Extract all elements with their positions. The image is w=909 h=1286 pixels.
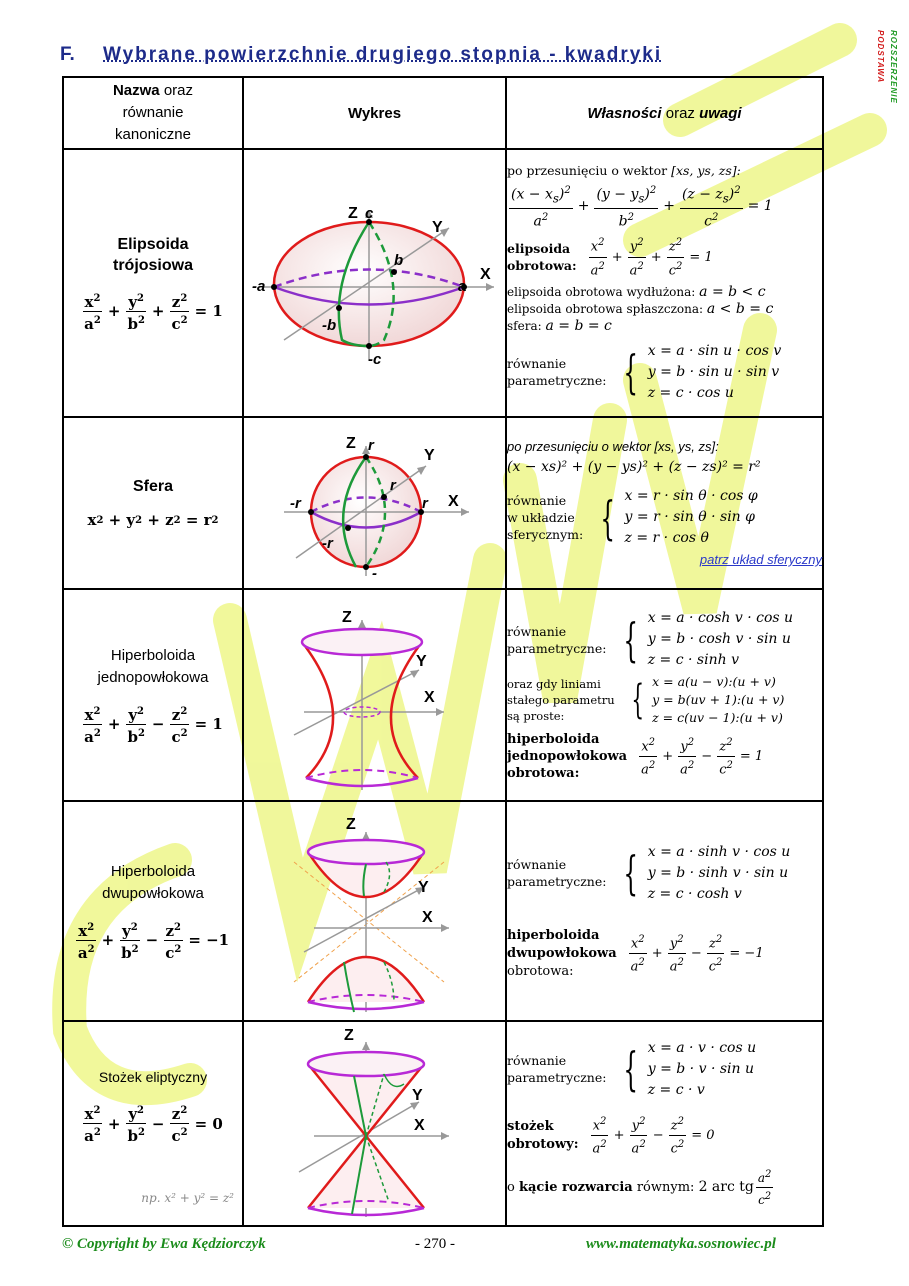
section-letter: F. [60,44,75,65]
cone-props: równanie parametryczne: { x = a · v · cos u y = b · v · sin u z = c · v stożek obrotowy: $\frac{x^2}{a^2}$ + $\frac{y^2}{a^2}$ − $\frac{z^2}{c^2}$ = 0 o kącie rozwarcia równym: 2 arc tg $\frac{a^2}{c^2}$ [506,1021,823,1226]
hyp2-axis-y: Y [418,879,429,896]
row-cone [63,1021,823,1226]
quadrics-table [62,76,824,1227]
sphere-equation: x 2 + y 2 + z 2 = r 2 [87,511,219,529]
ellipsoid-label-b: b [394,252,404,269]
ellipsoid-name: Elipsoida trójosiowa $\frac{x^2}{a^2}$ + $\frac{y^2}{b^2}$ + $\frac{z^2}{c^2}$ = 1 [63,149,243,417]
cone-example: np. x² + y² = z² [141,1191,234,1205]
side-tag-extended: ROZSZERZENIE [889,30,898,104]
sphere-name: Sfera x 2 + y 2 + z 2 = r 2 [63,417,243,589]
cone-axis-y: Y [412,1087,423,1104]
row-ellipsoid [63,149,823,417]
side-tag-basic: PODSTAWA [876,30,885,84]
cone-graph [243,1021,506,1226]
ellipsoid-graph [243,149,506,417]
ellipsoid-label-c: c [365,205,374,222]
hyp1-axis-z: Z [342,609,352,626]
footer-site-link[interactable]: www.matematyka.sosnowiec.pl [586,1236,776,1252]
cone-axis-z: Z [344,1027,354,1044]
ellipsoid-label-a: a [458,278,467,295]
ellipsoid-equation: $\frac{x^2}{a^2}$ + $\frac{y^2}{b^2}$ + $\frac{z^2}{c^2}$ = 1 [80,290,226,333]
hyperboloid-one-props: równanie parametryczne: { x = a · cosh v · cos u y = b · cosh v · sin u z = c · sinh v oraz gdy liniami stałego parametru są proste: { x = a(u − v):(u + v) y = b(uv + 1):(u + v) z = c(uv − 1):(u + v) hiperboloida jednopowłokowa obrotowa: $\frac{x^2}{a^2}$ + $\frac{y^2}{a^2}$ − $\frac{z^2}{c^2}$ = 1 [506,589,823,801]
row-hyperboloid-two [63,801,823,1021]
hyperboloid-two-equation: $\frac{x^2}{a^2}$ + $\frac{y^2}{b^2}$ − $\frac{z^2}{c^2}$ = −1 [74,919,232,962]
sphere-label-r-top: r [368,437,374,454]
row-hyperboloid-one [63,589,823,801]
ellipsoid-axis-y: Y [432,219,443,236]
footer-copyright: © Copyright by Ewa Kędziorczyk [62,1236,266,1252]
ellipsoid-label-neg-c: -c [368,351,382,368]
sphere-label-neg: - [372,565,377,582]
ellipsoid-props: po przesunięciu o wektor [xs, ys, zs]: $\frac{(x - x_s)^2}{a^2}$ + $\frac{(y - y_s)^2}{b^2}$ + $\frac{(z - z_s)^2}{c^2}$ = 1 elipsoida obrotowa: $\frac{x^2}{a^2}$ + $\frac{y^2}{a^2}$ + $\frac{z^2}{c^2}$ = 1 elipsoida obrotowa wydłużona: a = b < c elipsoida obrotowa spłaszczona: a < b = c sfera: a = b = c równanie parametryczne: { x = a · sin u · cos v y = b · sin u · sin v z = c · cos u [506,149,823,417]
hyperboloid-one-equation: $\frac{x^2}{a^2}$ + $\frac{y^2}{b^2}$ − $\frac{z^2}{c^2}$ = 1 [80,703,226,746]
ellipsoid-axis-z: Z [348,205,358,222]
sphere-axis-x: X [448,493,459,510]
sphere-label-r-mid: r [390,477,396,494]
hyp2-axis-z: Z [346,816,356,833]
section-title: Wybrane powierzchnie drugiego stopnia - kwadryki [103,44,663,65]
hyperboloid-one-name: Hiperboloida jednopowłokowa $\frac{x^2}{a^2}$ + $\frac{y^2}{b^2}$ − $\frac{z^2}{c^2}$ = 1 [63,589,243,801]
sphere-label-r-right: r [422,495,428,512]
sphere-props: po przesunięciu o wektor [xs, ys, zs]: (x − xs)² + (y − ys)² + (z − zs)² = r² równanie w układzie sferycznym: { x = r · sin θ · cos φ y = r · sin θ · sin φ z = r · cos θ patrz układ sferyczny [506,417,823,589]
ellipsoid-label-neg-a: -a [252,278,266,295]
ellipsoid-label-neg-b: -b [322,317,337,334]
sphere-label-neg-r: -r [322,535,333,552]
sphere-label-neg-r-left: -r [290,495,301,512]
hyperboloid-two-graph [243,801,506,1021]
ellipsoid-axis-x: X [480,266,491,283]
hyperboloid-one-graph [243,589,506,801]
header-graph: Wykres [243,77,506,149]
header-props: Własności oraz uwagi [506,77,823,149]
hyp1-axis-x: X [424,689,435,706]
hyperboloid-two-props: równanie parametryczne: { x = a · sinh v · cos u y = b · sinh v · sin u z = c · cosh v hiperboloida dwupowłokowa obrotowa: $\frac{x^2}{a^2}$ + $\frac{y^2}{a^2}$ − $\frac{z^2}{c^2}$ = −1 [506,801,823,1021]
sphere-axis-z: Z [346,435,356,452]
cone-equation: $\frac{x^2}{a^2}$ + $\frac{y^2}{b^2}$ − $\frac{z^2}{c^2}$ = 0 [80,1102,226,1145]
header-row [63,77,823,149]
sphere-axis-y: Y [424,447,435,464]
cone-name: Stożek eliptyczny $\frac{x^2}{a^2}$ + $\frac{y^2}{b^2}$ − $\frac{z^2}{c^2}$ = 0 np. x² + y² = z² [63,1021,243,1226]
hyp2-axis-x: X [422,909,433,926]
spherical-coords-link[interactable]: patrz układ sferyczny [699,552,822,567]
row-sphere [63,417,823,589]
header-name: Nazwa oraz równanie kanoniczne [63,77,243,149]
cone-axis-x: X [414,1117,425,1134]
hyperboloid-two-name: Hiperboloida dwupowłokowa $\frac{x^2}{a^2}$ + $\frac{y^2}{b^2}$ − $\frac{z^2}{c^2}$ = −1 [63,801,243,1021]
hyp1-axis-y: Y [416,653,427,670]
footer-page-number: - 270 - [415,1236,455,1252]
sphere-graph [243,417,506,589]
